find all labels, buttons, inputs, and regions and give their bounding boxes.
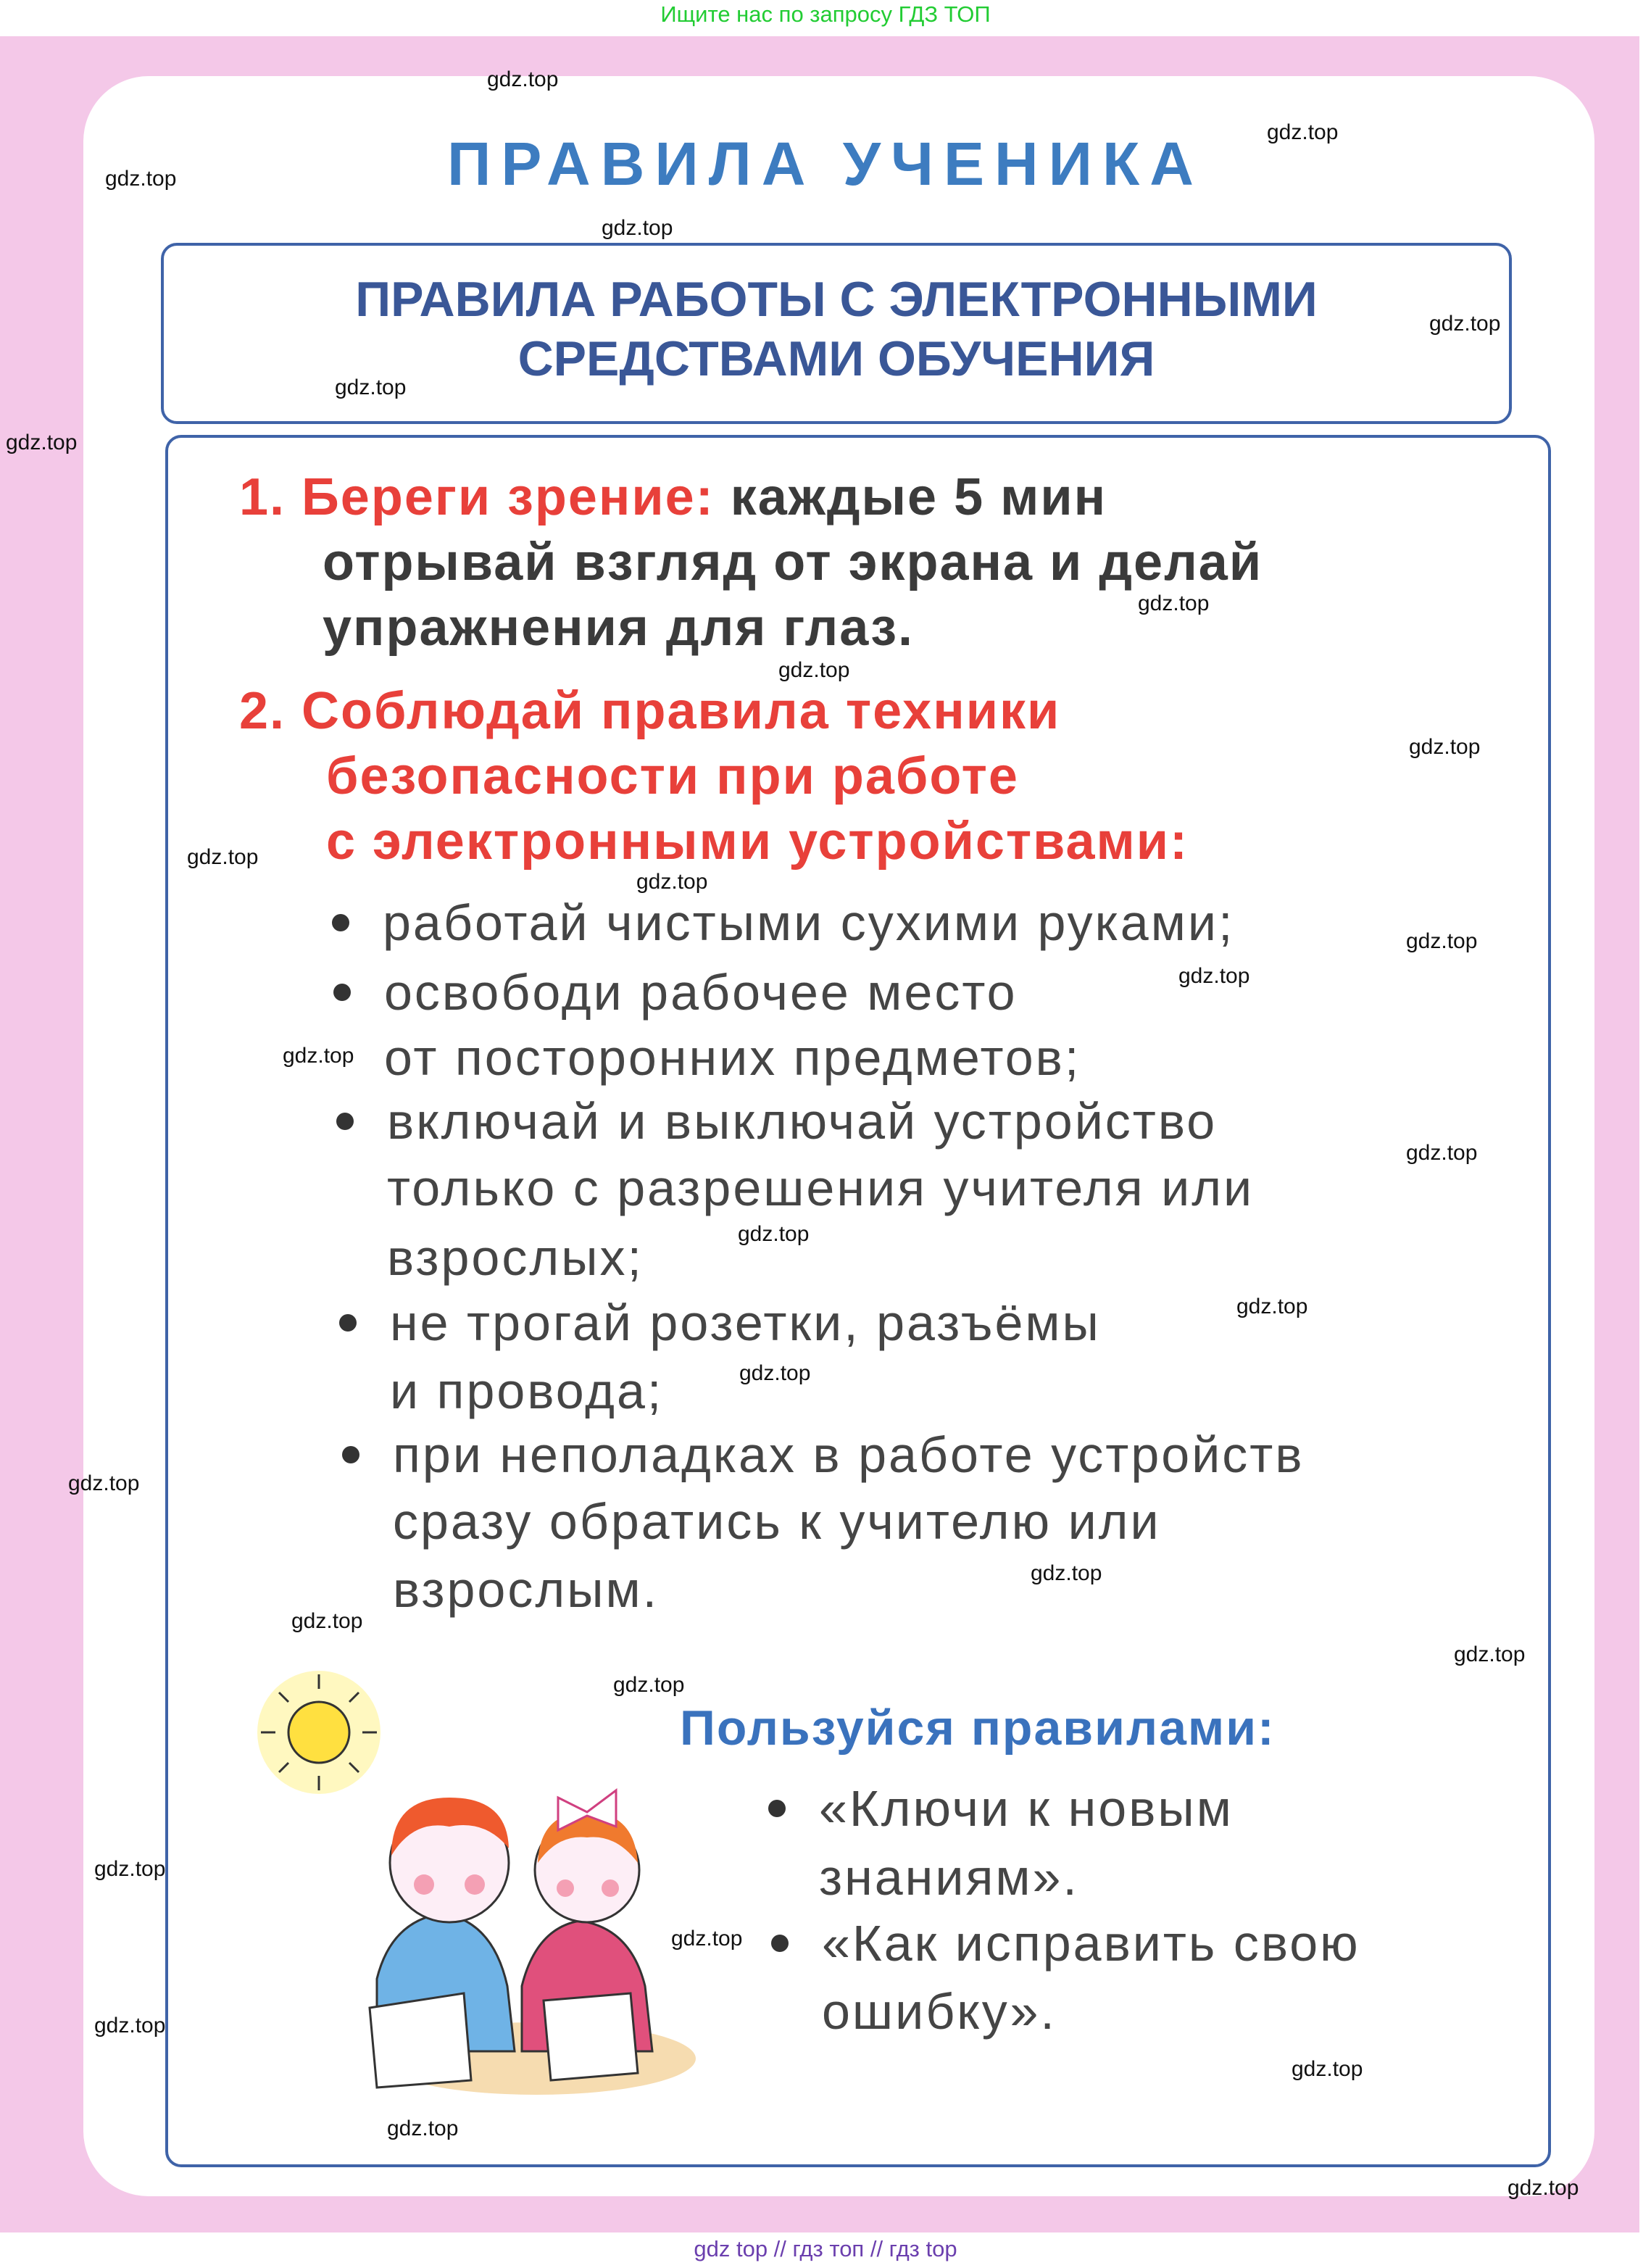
watermark: gdz.top xyxy=(1138,591,1210,615)
watermark: gdz.top xyxy=(1406,929,1478,953)
watermark: gdz.top xyxy=(1454,1642,1526,1666)
watermark: gdz.top xyxy=(283,1044,354,1068)
watermark: gdz.top xyxy=(94,1857,166,1881)
bullet-text: освободи рабочее место xyxy=(384,964,1018,1021)
section-title xyxy=(161,270,1512,389)
watermark: gdz.top xyxy=(613,1673,685,1697)
watermark: gdz.top xyxy=(94,2014,166,2038)
watermark: gdz.top xyxy=(671,1927,743,1951)
watermark: gdz.top xyxy=(105,167,177,191)
watermark: gdz.top xyxy=(636,870,708,894)
use-rules-title: Пользуйся правилами: xyxy=(680,1700,1276,1756)
bullet-dot xyxy=(768,1800,786,1817)
section-title-line: ПРАВИЛА РАБОТЫ С ЭЛЕКТРОННЫМИ xyxy=(355,272,1318,327)
watermark: gdz.top xyxy=(739,1361,811,1385)
bullet-text: взрослым. xyxy=(393,1561,660,1618)
watermark: gdz.top xyxy=(487,67,559,91)
bullet-text: только с разрешения учителя или xyxy=(387,1160,1255,1216)
watermark: gdz.top xyxy=(1031,1561,1102,1585)
watermark: gdz.top xyxy=(1236,1295,1308,1318)
bullet-dot xyxy=(332,914,349,931)
watermark: gdz.top xyxy=(1178,964,1250,988)
bullet-dot xyxy=(336,1113,354,1130)
bullet-text: работай чистыми сухими руками; xyxy=(383,894,1235,951)
rule1-text: каждые 5 мин xyxy=(730,468,1107,526)
watermark: gdz.top xyxy=(778,658,850,682)
bullet-dot xyxy=(333,984,351,1001)
bullet-text: при неполадках в работе устройств xyxy=(393,1426,1305,1483)
watermark: gdz.top xyxy=(1409,735,1481,759)
watermark: gdz.top xyxy=(738,1222,810,1246)
page-title: ПРАВИЛА УЧЕНИКА xyxy=(447,130,1204,198)
book-title: знаниям». xyxy=(819,1849,1079,1906)
bullet-text: взрослых; xyxy=(387,1229,644,1286)
watermark: gdz.top xyxy=(1406,1141,1478,1165)
rule2-line1: 2. Соблюдай правила техники xyxy=(239,682,1061,740)
top-banner[interactable]: Ищите нас по запросу ГДЗ ТОП xyxy=(660,1,991,27)
rule2-line3: с электронными устройствами: xyxy=(326,813,1189,871)
rule1-line1 xyxy=(239,468,1107,526)
watermark: gdz.top xyxy=(1429,312,1501,336)
watermark: gdz.top xyxy=(335,375,407,399)
bullet-text: включай и выключай устройство xyxy=(387,1093,1218,1150)
watermark: gdz.top xyxy=(387,2117,459,2140)
book-title: «Как исправить свою xyxy=(822,1915,1360,1972)
section-title-line: СРЕДСТВАМИ ОБУЧЕНИЯ xyxy=(517,331,1155,386)
bullet-text: от посторонних предметов; xyxy=(384,1029,1081,1086)
book-title: «Ключи к новым xyxy=(819,1780,1234,1837)
watermark: gdz.top xyxy=(6,431,78,454)
bullet-text: и провода; xyxy=(390,1363,664,1419)
bullet-text: не трогай розетки, разъёмы xyxy=(390,1295,1101,1351)
watermark: gdz.top xyxy=(68,1471,140,1495)
bullet-dot xyxy=(771,1935,789,1952)
watermark: gdz.top xyxy=(1507,2176,1579,2200)
children-writing-illustration xyxy=(348,1776,710,2109)
rule1-line2: отрывай взгляд от экрана и делай xyxy=(323,533,1263,591)
rule2-line2: безопасности при работе xyxy=(326,747,1019,805)
bullet-dot xyxy=(342,1446,359,1463)
footer-links[interactable]: gdz top // гдз топ // гдз top xyxy=(694,2236,957,2261)
bullet-text: сразу обратись к учителю или xyxy=(393,1493,1161,1550)
watermark: gdz.top xyxy=(1267,120,1339,144)
rule1-heading: 1. Береги зрение: xyxy=(239,468,715,526)
watermark: gdz.top xyxy=(291,1609,363,1633)
watermark: gdz.top xyxy=(1292,2057,1363,2081)
book-title: ошибку». xyxy=(822,1983,1057,2040)
watermark: gdz.top xyxy=(602,216,673,240)
bullet-dot xyxy=(339,1314,357,1332)
rule1-line3: упражнения для глаз. xyxy=(323,599,915,657)
watermark: gdz.top xyxy=(187,845,259,869)
